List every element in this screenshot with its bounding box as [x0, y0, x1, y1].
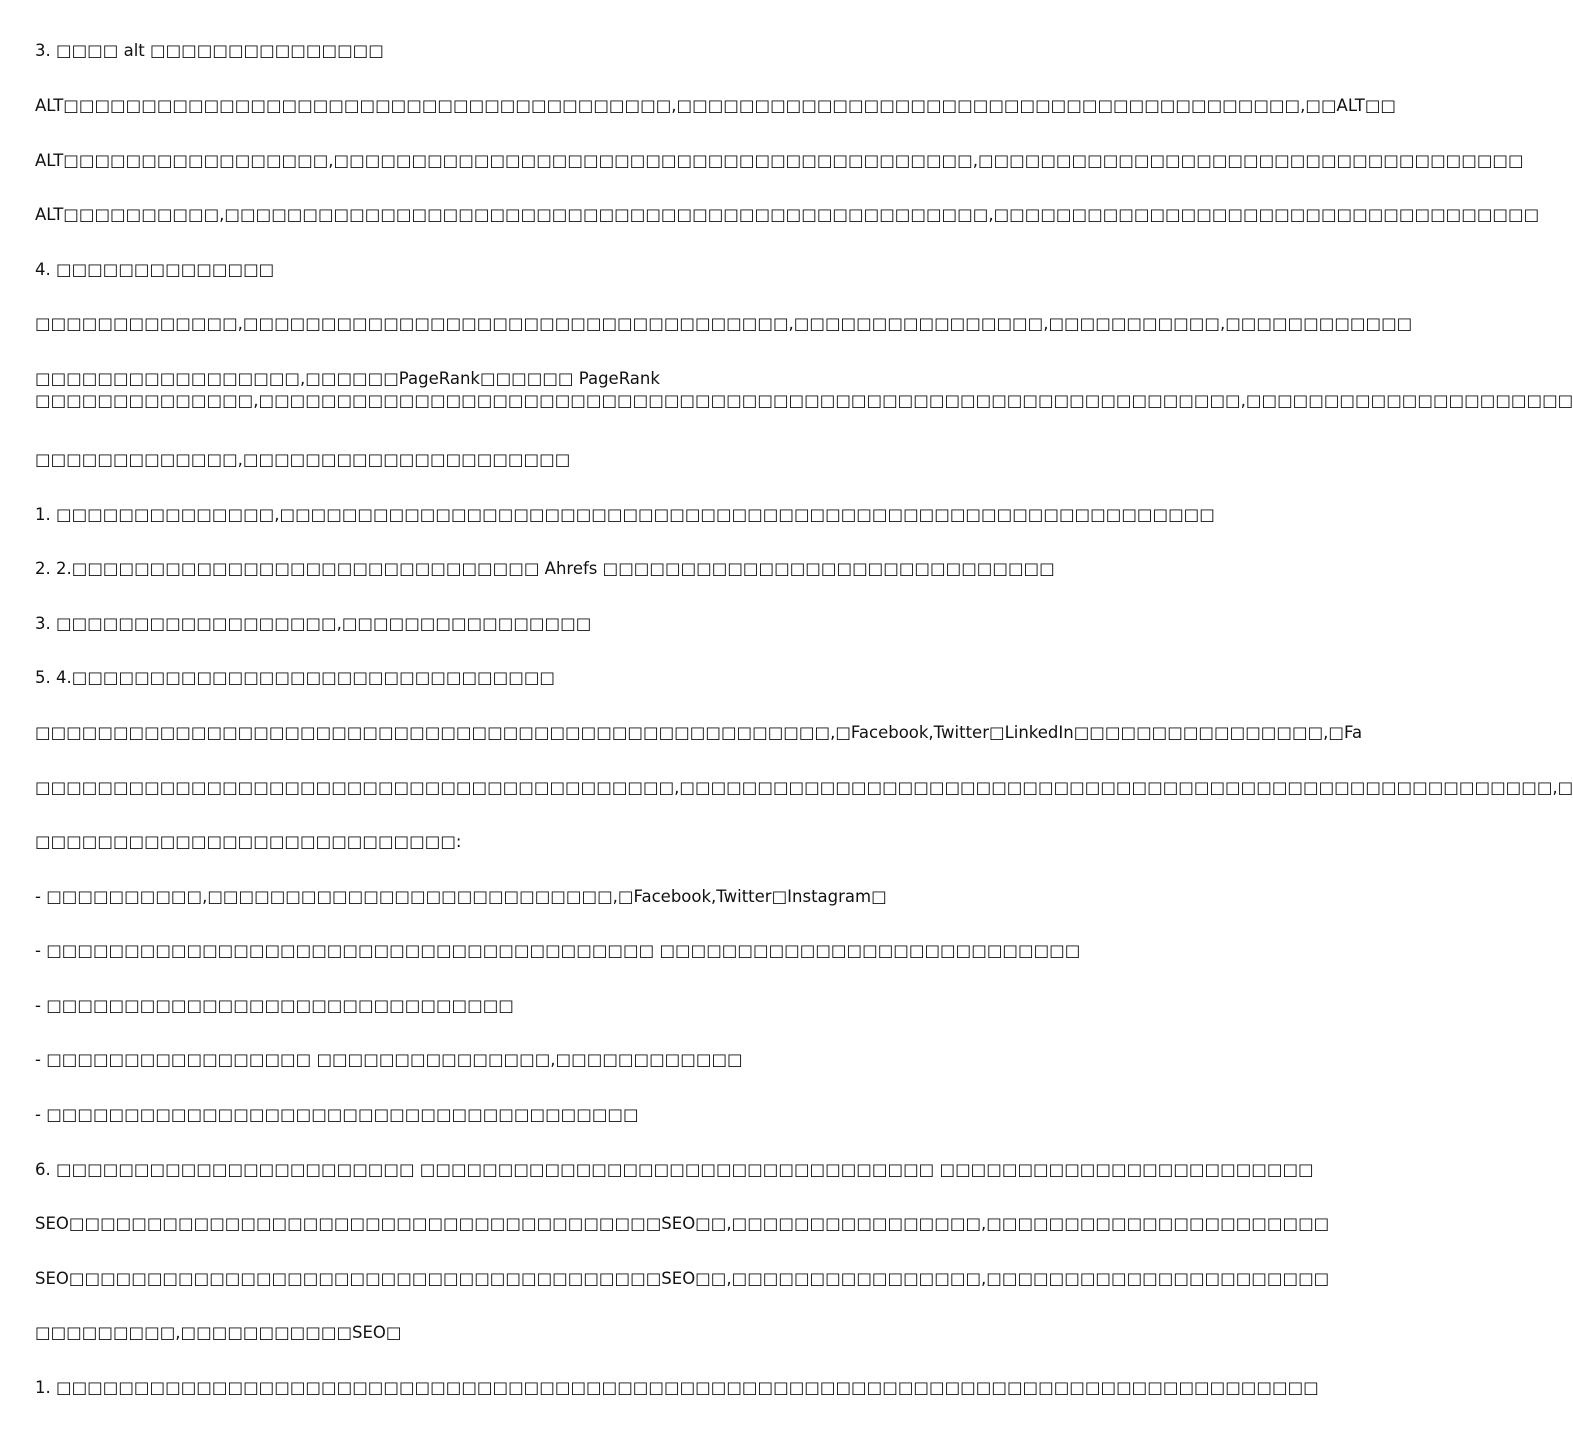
paragraph-seo-summary: □□□□□□□□□,□□□□□□□□□□□SEO□: [35, 1323, 402, 1342]
document-page: [35, 0, 1573, 1449]
paragraph-4-summary: □□□□□□□□□□□□□,□□□□□□□□□□□□□□□□□□□□□: [35, 450, 571, 469]
paragraph-alt-1: ALT□□□□□□□□□□□□□□□□□□□□□□□□□□□□□□□□□□□□□□□,□□□□□□□□□□□□□□□□□□□□□□□□□□□□□□□□□□□□□□□□,□□ALT□□: [35, 96, 1397, 115]
paragraph-social-1: □□□□□□□□□□□□□□□□□□□□□□□□□□□□□□□□□□□□□□□□□□□□□□□□□□□,□Facebook,Twitter□LinkedIn□□□□□□□□□□□□□□□□,□Fa: [35, 723, 1363, 742]
bullet-item-3: - □□□□□□□□□□□□□□□□□□□□□□□□□□□□□□: [35, 996, 514, 1015]
paragraph-alt-3: ALT□□□□□□□□□□,□□□□□□□□□□□□□□□□□□□□□□□□□□□□□□□□□□□□□□□□□□□□□□□□□,□□□□□□□□□□□□□□□□□□□□□□□□□□□□□□□□□□□: [35, 205, 1540, 224]
list-item-seo-1: 1. □□□□□□□□□□□□□□□□□□□□□□□□□□□□□□□□□□□□□□□□□□□□□□□□□□□□□□□□□□□□□□□□□□□□□□□□□□□□□□□□□: [35, 1378, 1319, 1397]
heading-4: 4. □□□□□□□□□□□□□□: [35, 260, 275, 279]
bullet-item-2: - □□□□□□□□□□□□□□□□□□□□□□□□□□□□□□□□□□□□□□□ □□□□□□□□□□□□□□□□□□□□□□□□□□□: [35, 941, 1081, 960]
paragraph-pagerank-line-1: □□□□□□□□□□□□□□□□□,□□□□□□PageRank□□□□□□ PageRank: [35, 369, 660, 388]
paragraph-alt-2: ALT□□□□□□□□□□□□□□□□□,□□□□□□□□□□□□□□□□□□□□□□□□□□□□□□□□□□□□□□□□□,□□□□□□□□□□□□□□□□□□□□□□□□□□□□□□□□□□□: [35, 151, 1524, 170]
paragraph-pagerank-line-2: □□□□□□□□□□□□□□,□□□□□□□□□□□□□□□□□□□□□□□□□□□□□□□□□□□□□□□□□□□□□□□□□□□□□□□□□□□□□□□,□□□□□□□□□□□□□□□□□□□□□: [35, 391, 1573, 410]
list-item-1: 1. □□□□□□□□□□□□□□,□□□□□□□□□□□□□□□□□□□□□□□□□□□□□□□□□□□□□□□□□□□□□□□□□□□□□□□□□□□□: [35, 505, 1215, 524]
paragraph-seo-2: SEO□□□□□□□□□□□□□□□□□□□□□□□□□□□□□□□□□□□□□□SEO□□,□□□□□□□□□□□□□□□□,□□□□□□□□□□□□□□□□□□□□□□: [35, 1269, 1330, 1288]
paragraph-social-intro: □□□□□□□□□□□□□□□□□□□□□□□□□□□:: [35, 832, 462, 851]
bullet-item-4: - □□□□□□□□□□□□□□□□□ □□□□□□□□□□□□□□□,□□□□□□□□□□□□: [35, 1050, 743, 1069]
heading-3-alt: 3. □□□□ alt □□□□□□□□□□□□□□□: [35, 41, 384, 60]
bullet-item-5: - □□□□□□□□□□□□□□□□□□□□□□□□□□□□□□□□□□□□□□: [35, 1105, 639, 1124]
bullet-item-1: - □□□□□□□□□□,□□□□□□□□□□□□□□□□□□□□□□□□□□,□Facebook,Twitter□Instagram□: [35, 887, 887, 906]
paragraph-4-1: □□□□□□□□□□□□□,□□□□□□□□□□□□□□□□□□□□□□□□□□□□□□□□□□□,□□□□□□□□□□□□□□□□,□□□□□□□□□□□,□□□□□□□□□□□□: [35, 314, 1413, 333]
paragraph-social-2: □□□□□□□□□□□□□□□□□□□□□□□□□□□□□□□□□□□□□□□□□,□□□□□□□□□□□□□□□□□□□□□□□□□□□□□□□□□□□□□□□□□□□□□□□□□□□□□□□□,□: [35, 778, 1573, 797]
list-item-2-ahrefs: 2. 2.□□□□□□□□□□□□□□□□□□□□□□□□□□□□□□ Ahrefs □□□□□□□□□□□□□□□□□□□□□□□□□□□□□: [35, 559, 1055, 578]
list-item-3: 3. □□□□□□□□□□□□□□□□□□,□□□□□□□□□□□□□□□□: [35, 614, 592, 633]
heading-6: 6. □□□□□□□□□□□□□□□□□□□□□□□ □□□□□□□□□□□□□□□□□□□□□□□□□□□□□□□□□ □□□□□□□□□□□□□□□□□□□□□□□□: [35, 1160, 1314, 1179]
heading-5: 5. 4.□□□□□□□□□□□□□□□□□□□□□□□□□□□□□□□: [35, 668, 556, 687]
paragraph-seo-1: SEO□□□□□□□□□□□□□□□□□□□□□□□□□□□□□□□□□□□□□□SEO□□,□□□□□□□□□□□□□□□□,□□□□□□□□□□□□□□□□□□□□□□: [35, 1214, 1330, 1233]
paragraph-pagerank: [35, 368, 1573, 412]
